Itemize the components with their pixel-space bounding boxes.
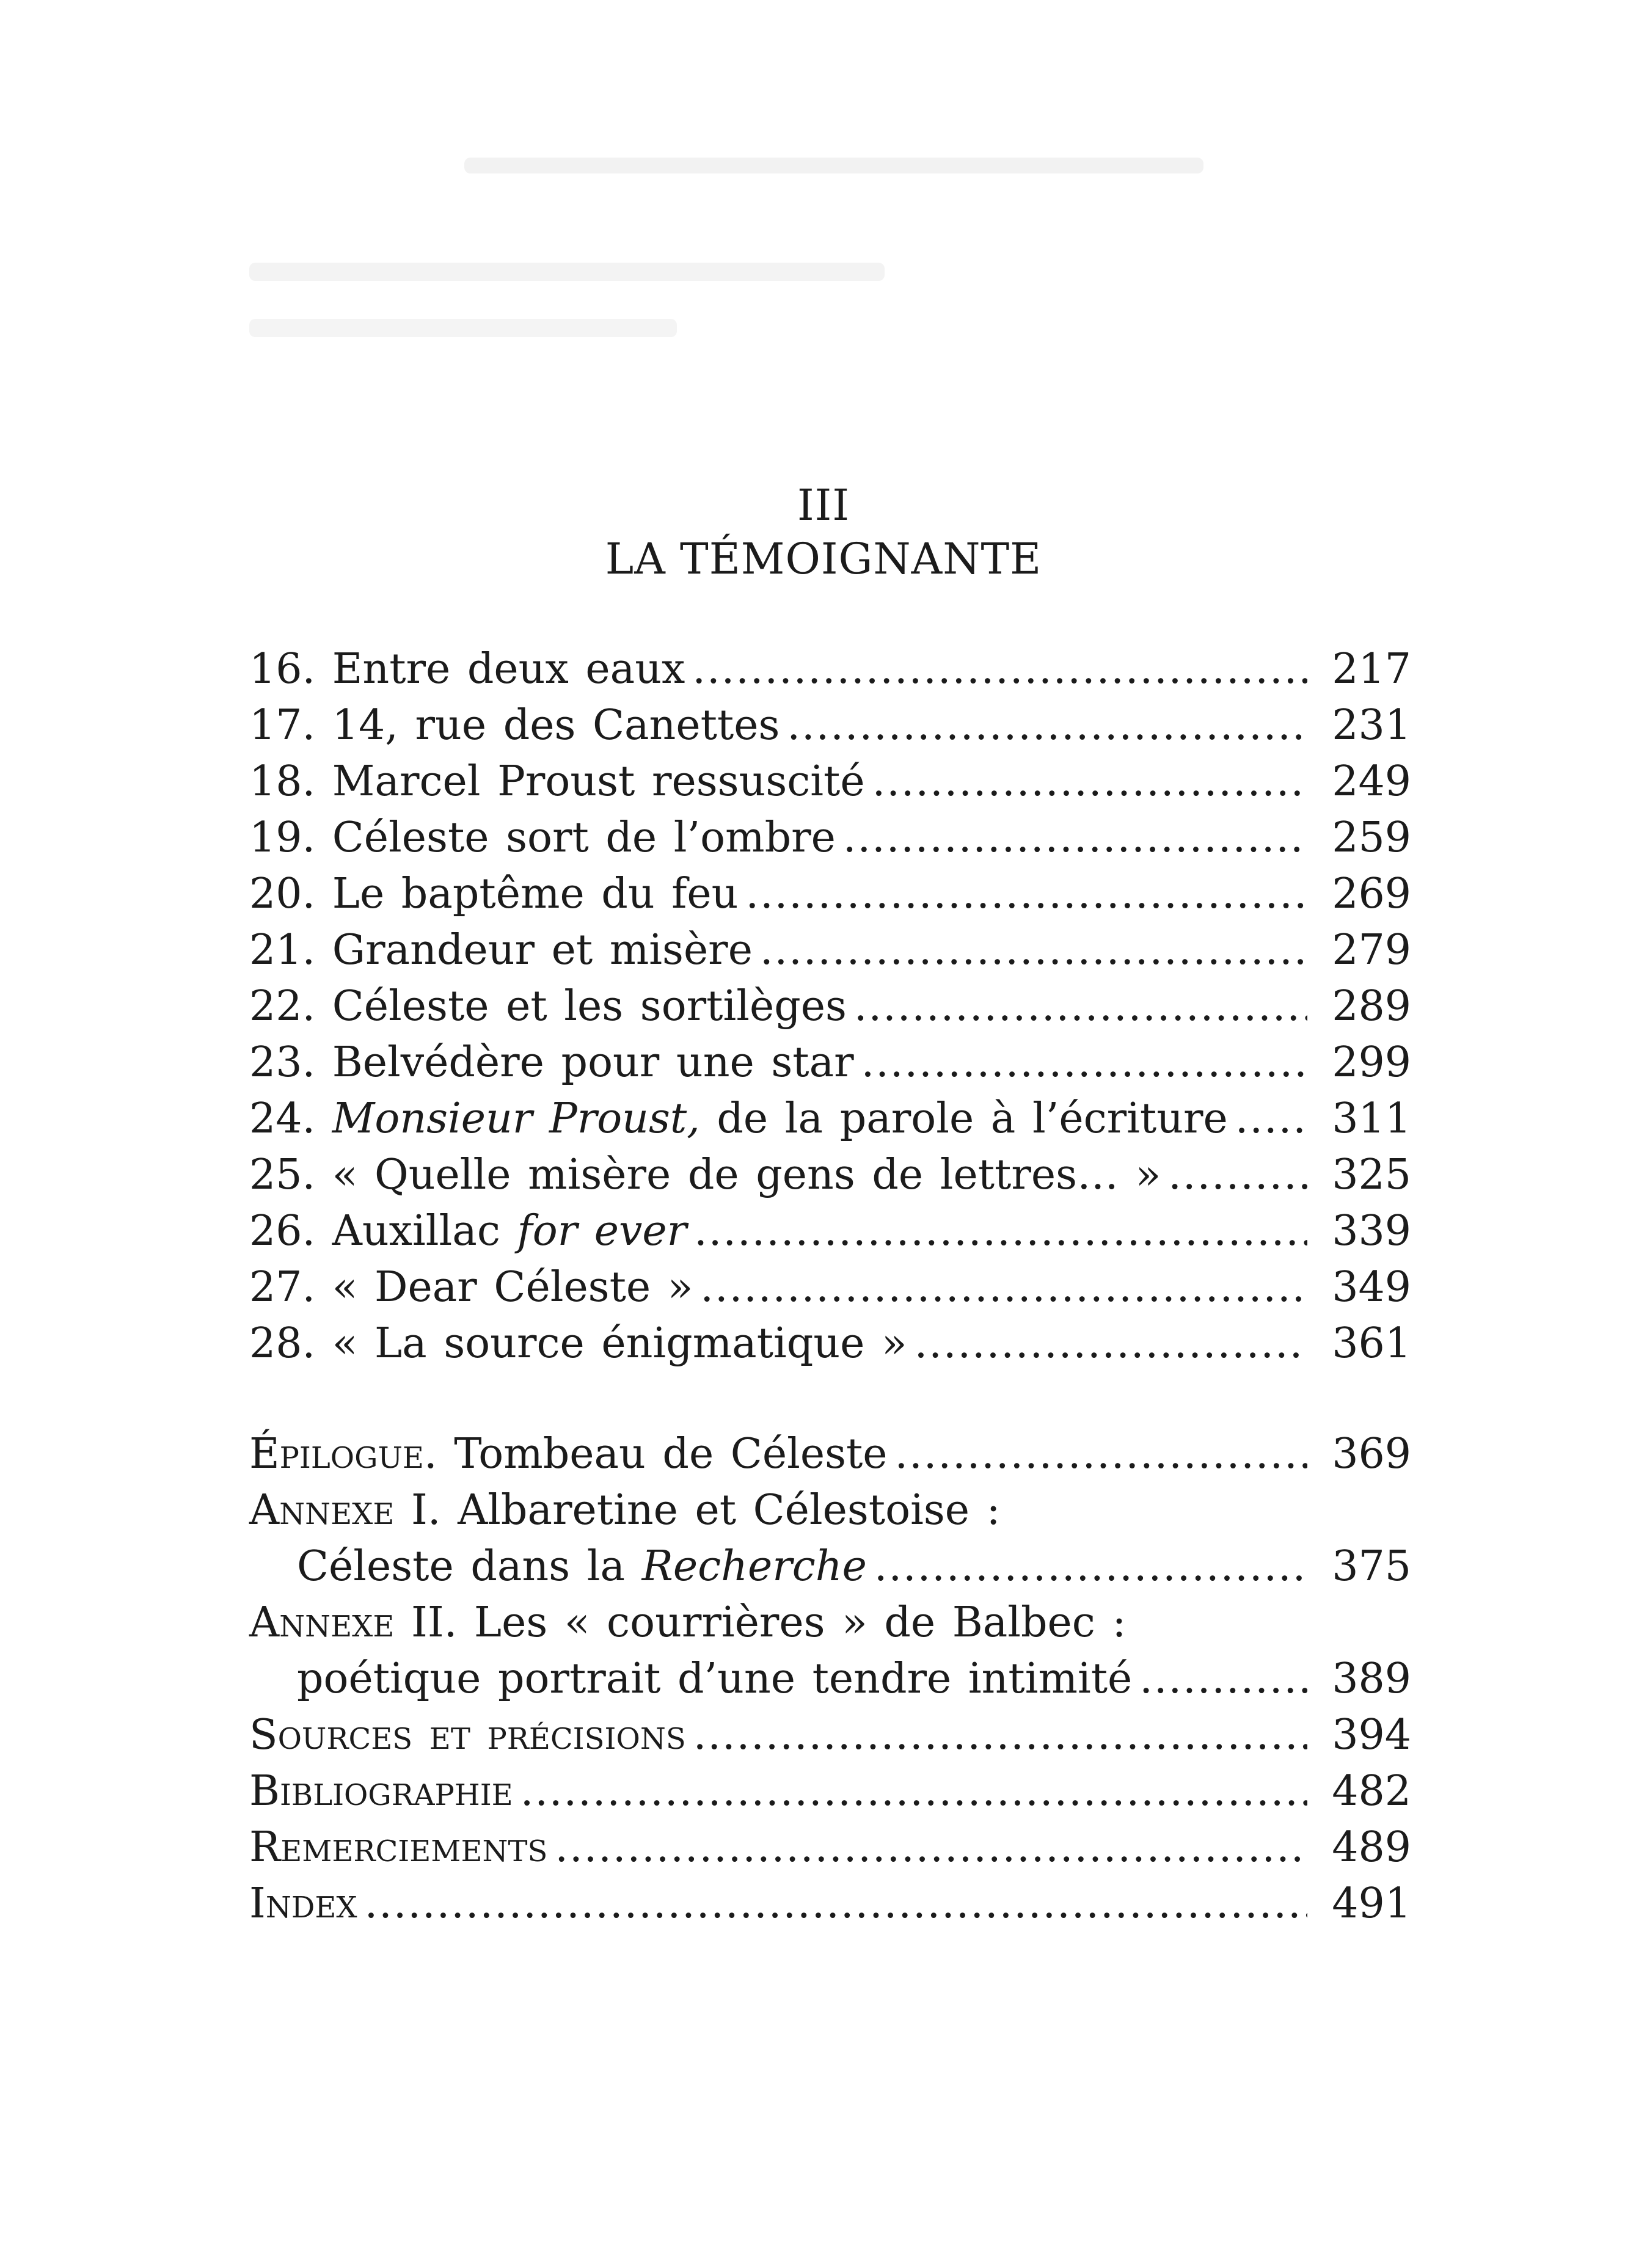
- toc-entry-annex-2[interactable]: [249, 1595, 1411, 1651]
- part-title: LA TÉMOIGNANTE: [605, 534, 1042, 584]
- toc-entry[interactable]: [249, 979, 1411, 1035]
- chapter-title: « Quelle misère de gens de lettres… »: [332, 1151, 1161, 1199]
- dot-leader: [915, 1316, 1307, 1372]
- dot-leader: [872, 754, 1307, 810]
- toc-entry[interactable]: [249, 1203, 1411, 1260]
- section-title: II. Les « courrières » de Balbec :: [394, 1599, 1127, 1647]
- section-label: Sources et précisions: [249, 1711, 686, 1759]
- toc-entry-index[interactable]: [249, 1876, 1411, 1932]
- chapter-number: 22.: [249, 982, 316, 1030]
- toc-entry[interactable]: [249, 810, 1411, 866]
- chapter-title: « La source énigmatique »: [332, 1319, 907, 1368]
- part-number: III: [797, 480, 850, 530]
- dot-leader: [700, 1260, 1307, 1316]
- dot-leader: [861, 1035, 1307, 1091]
- chapter-title-italic: for ever: [517, 1207, 687, 1255]
- toc-entry[interactable]: [249, 866, 1411, 922]
- page-number: 299: [1332, 1038, 1411, 1087]
- section-title: . Tombeau de Céleste: [423, 1430, 888, 1478]
- dot-leader: [787, 698, 1307, 754]
- dot-leader: [854, 979, 1307, 1035]
- dot-leader: [745, 866, 1307, 922]
- back-matter-list: [249, 1426, 1411, 1932]
- chapter-number: 25.: [249, 1151, 316, 1199]
- chapter-title: Grandeur et misère: [332, 926, 753, 974]
- dot-leader: [520, 1763, 1307, 1820]
- chapter-number: 19.: [249, 814, 316, 862]
- section-title: Céleste dans la: [297, 1542, 642, 1591]
- toc-entry[interactable]: [249, 1147, 1411, 1203]
- dot-leader: [365, 1876, 1307, 1932]
- page-number: 489: [1332, 1823, 1411, 1872]
- page-number: 279: [1332, 926, 1411, 974]
- dot-leader: [555, 1820, 1307, 1876]
- toc-entry[interactable]: [249, 1316, 1411, 1372]
- section-title: poétique portrait d’une tendre intimité: [297, 1655, 1133, 1703]
- page-number: 375: [1332, 1542, 1411, 1591]
- page-number: 311: [1332, 1095, 1411, 1143]
- chapter-number: 26.: [249, 1207, 316, 1255]
- dot-leader: [1235, 1091, 1307, 1147]
- section-title-italic: Recherche: [641, 1542, 867, 1591]
- toc-entry[interactable]: [249, 1035, 1411, 1091]
- dot-leader: [895, 1426, 1307, 1482]
- chapter-list: [249, 641, 1411, 1372]
- chapter-number: 23.: [249, 1038, 316, 1087]
- dot-leader: [1168, 1147, 1307, 1203]
- toc-entry-annex-1-continued[interactable]: [249, 1539, 1411, 1595]
- chapter-number: 20.: [249, 870, 316, 918]
- section-label: Annexe: [249, 1599, 395, 1647]
- show-through-shadow: [0, 0, 1647, 428]
- toc-entry-bibliography[interactable]: [249, 1763, 1411, 1820]
- page-number: 231: [1332, 701, 1411, 749]
- dot-leader: [1139, 1651, 1307, 1707]
- toc-entry[interactable]: [249, 641, 1411, 698]
- section-title: I. Albaretine et Célestoise :: [394, 1486, 1001, 1534]
- toc-entry-sources[interactable]: [249, 1707, 1411, 1763]
- page-number: 491: [1332, 1880, 1411, 1928]
- chapter-title: Belvédère pour une star: [332, 1038, 854, 1087]
- toc-entry-acknowledgments[interactable]: [249, 1820, 1411, 1876]
- page-number: 361: [1332, 1319, 1411, 1368]
- page-number: 249: [1332, 757, 1411, 806]
- chapter-title: Auxillac: [332, 1207, 517, 1255]
- chapter-number: 18.: [249, 757, 316, 806]
- chapter-title: Marcel Proust ressuscité: [332, 757, 865, 806]
- chapter-number: 21.: [249, 926, 316, 974]
- section-label: Épilogue: [249, 1430, 424, 1478]
- section-label: Index: [249, 1880, 357, 1928]
- toc-entry[interactable]: [249, 754, 1411, 810]
- section-label: Annexe: [249, 1486, 395, 1534]
- page-number: 394: [1332, 1711, 1411, 1759]
- chapter-title: 14, rue des Canettes: [332, 701, 780, 749]
- page-number: 259: [1332, 814, 1411, 862]
- section-label: Bibliographie: [249, 1767, 513, 1815]
- chapter-title: Céleste sort de l’ombre: [332, 814, 836, 862]
- page-number: 369: [1332, 1430, 1411, 1478]
- chapter-number: 27.: [249, 1263, 316, 1311]
- chapter-number: 24.: [249, 1095, 316, 1143]
- chapter-title: « Dear Céleste »: [332, 1263, 693, 1311]
- toc-entry[interactable]: [249, 698, 1411, 754]
- page-number: 269: [1332, 870, 1411, 918]
- dot-leader: [693, 1707, 1307, 1763]
- page-number: 349: [1332, 1263, 1411, 1311]
- dot-leader: [692, 641, 1307, 698]
- page-number: 389: [1332, 1655, 1411, 1703]
- toc-entry-epilogue[interactable]: [249, 1426, 1411, 1482]
- dot-leader: [760, 922, 1307, 979]
- chapter-title: Entre deux eaux: [332, 645, 685, 693]
- dot-leader: [694, 1203, 1307, 1260]
- dot-leader: [843, 810, 1307, 866]
- chapter-title: de la parole à l’écriture: [699, 1095, 1228, 1143]
- toc-entry[interactable]: [249, 1091, 1411, 1147]
- chapter-number: 28.: [249, 1319, 316, 1368]
- dot-leader: [874, 1539, 1307, 1595]
- page-number: 339: [1332, 1207, 1411, 1255]
- page-number: 482: [1332, 1767, 1411, 1815]
- section-label: Remerciements: [249, 1823, 548, 1872]
- chapter-title: Le baptême du feu: [332, 870, 739, 918]
- toc-entry-annex-1[interactable]: [249, 1482, 1411, 1539]
- toc-entry[interactable]: [249, 1260, 1411, 1316]
- chapter-title-italic: Monsieur Proust,: [332, 1095, 700, 1143]
- page-number: 289: [1332, 982, 1411, 1030]
- toc-entry[interactable]: [249, 922, 1411, 979]
- chapter-number: 16.: [249, 645, 316, 693]
- chapter-number: 17.: [249, 701, 316, 749]
- page-number: 217: [1332, 645, 1411, 693]
- chapter-title: Céleste et les sortilèges: [332, 982, 847, 1030]
- toc-entry-annex-2-continued[interactable]: [249, 1651, 1411, 1707]
- page-number: 325: [1332, 1151, 1411, 1199]
